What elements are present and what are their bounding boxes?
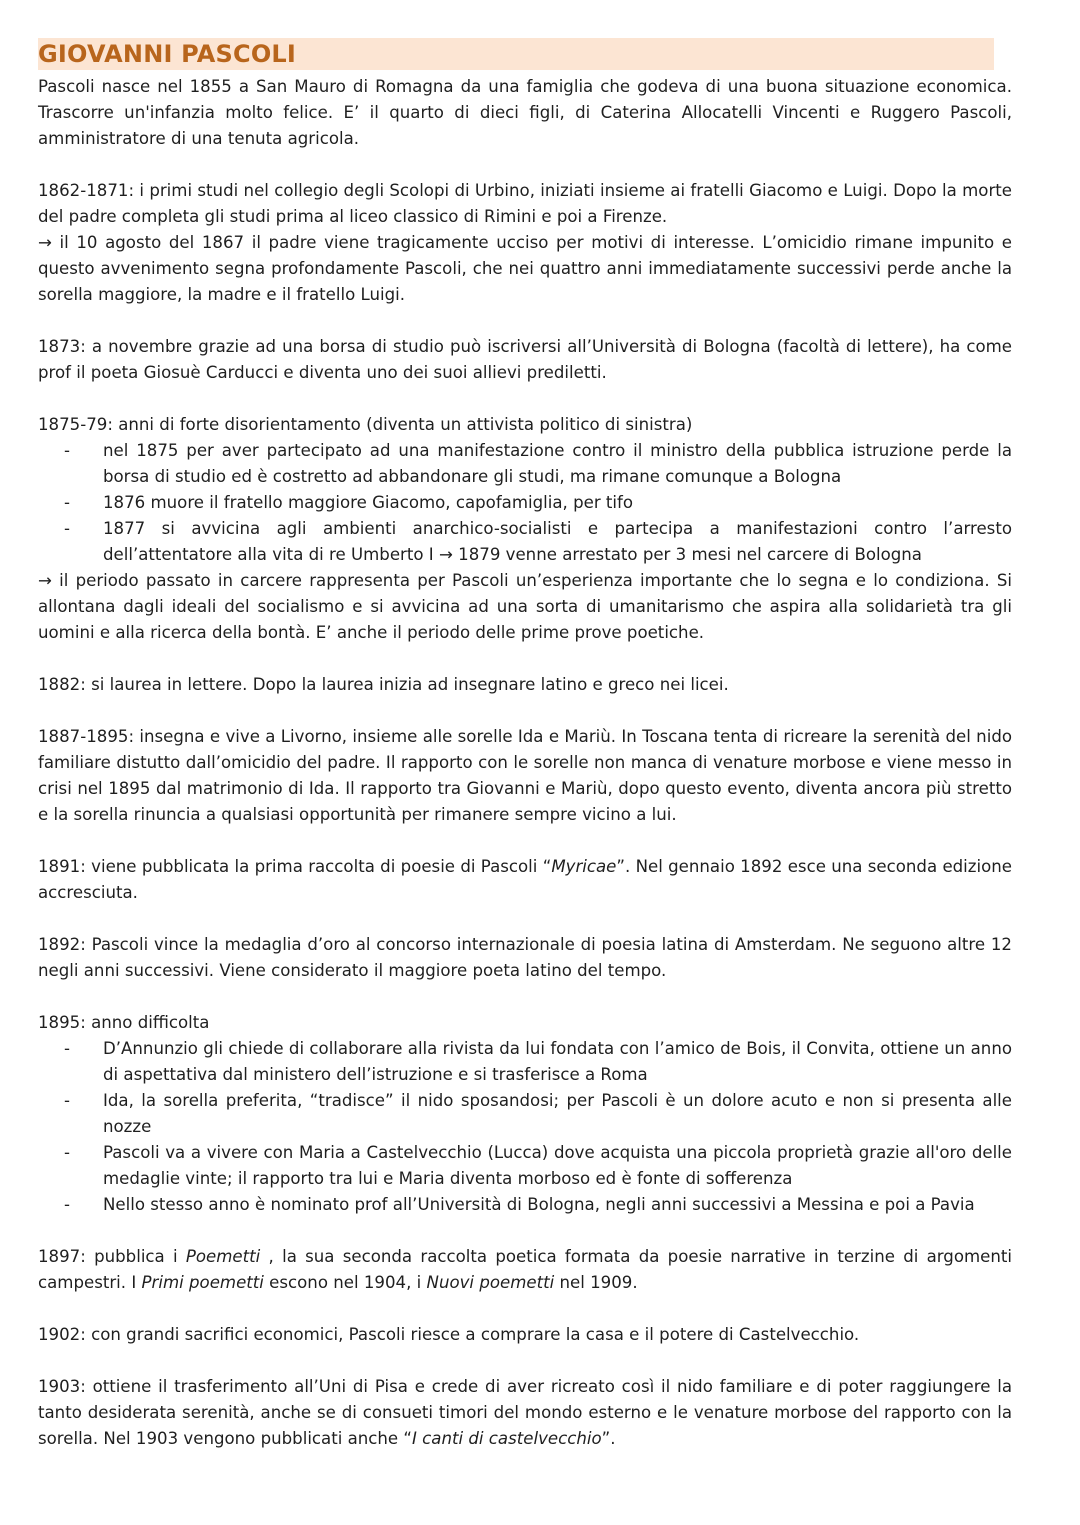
page-title: GIOVANNI PASCOLI (38, 40, 297, 68)
intro-paragraph: Pascoli nasce nel 1855 a San Mauro di Romagna da una famiglia che godeva di una buona situazione economica. Trascorre un'infanzia molto felice. E’ il quarto di dieci figli, di Caterina Allocatelli Vincenti e Ruggero Pascoli, amministratore di una tenuta agricola. (38, 77, 1012, 148)
list-item: - 1876 muore il fratello maggiore Giacomo, capofamiglia, per tifo (103, 490, 1012, 516)
text-segment: nel 1909. (554, 1273, 638, 1292)
paragraph-1897 (38, 1244, 1012, 1296)
list-item: - Ida, la sorella preferita, “tradisce” il nido sposandosi; per Pascoli è un dolore acuto e non si presenta alle nozze (103, 1088, 1012, 1140)
list-item: - D’Annunzio gli chiede di collaborare alla rivista da lui fondata con l’amico de Bois, il Convita, ottiene un anno di aspettativa dal ministero dell’istruzione e si trasferisce a Roma (103, 1036, 1012, 1088)
text-segment: 1897: pubblica i (38, 1247, 186, 1266)
text-segment: ”. (601, 1429, 616, 1448)
title-bar (38, 38, 994, 70)
list-item: - nel 1875 per aver partecipato ad una manifestazione contro il ministro della pubblica istruzione perde la borsa di studio ed è costretto ad abbandonare gli studi, ma rimane comunque a Bologna (103, 438, 1012, 490)
text-segment: 1903: ottiene il trasferimento all’Uni di Pisa e crede di aver ricreato così il nido familiare e di poter raggiungere la tanto desiderata serenità, anche se di consueti timori del mondo esterno e le venature morbose del rapporto con la sorella. Nel 1903 vengono pubblicati anche “ (38, 1377, 1012, 1448)
paragraph-1867-note: → il 10 agosto del 1867 il padre viene tragicamente ucciso per motivi di interesse. L’omicidio rimane impunito e questo avvenimento segna profondamente Pascoli, che nei quattro anni immediatamente successivi perde anche la sorella maggiore, la madre e il fratello Luigi. (38, 233, 1012, 304)
paragraph-1902: 1902: con grandi sacrifici economici, Pascoli riesce a comprare la casa e il potere di Castelvecchio. (38, 1325, 860, 1344)
paragraph-1891 (38, 854, 1012, 906)
paragraph-1873: 1873: a novembre grazie ad una borsa di studio può iscriversi all’Università di Bologna (facoltà di lettere), ha come prof il poeta Giosuè Carducci e diventa uno dei suoi allievi prediletti. (38, 337, 1012, 382)
paragraph-1879-note: → il periodo passato in carcere rappresenta per Pascoli un’esperienza importante che lo segna e lo condiziona. Si allontana dagli ideali del socialismo e si avvicina ad una sorta di umanitarismo che aspira alla solidarietà tra gli uomini e alla ricerca della bontà. E’ anche il periodo delle prime prove poetiche. (38, 571, 1012, 642)
text-segment: 1891: viene pubblicata la prima raccolta di poesie di Pascoli “ (38, 857, 552, 876)
text-segment: escono nel 1904, i (263, 1273, 427, 1292)
list-1875 (38, 438, 1012, 568)
spacer (38, 1218, 1012, 1244)
book-title-poemetti: Poemetti (185, 1247, 261, 1266)
paragraph-1882: 1882: si laurea in lettere. Dopo la laurea inizia ad insegnare latino e greco nei licei. (38, 675, 729, 694)
paragraph-1887: 1887-1895: insegna e vive a Livorno, insieme alle sorelle Ida e Mariù. In Toscana tenta di ricreare la serenità del nido familiare distutto dall’omicidio del padre. Il rapporto con le sorelle non manca di venature morbose e viene messo in crisi nel 1895 dal matrimonio di Ida. Il rapporto tra Giovanni e Mariù, dopo questo evento, diventa ancora più stretto e la sorella rinuncia a qualsiasi opportunità per rimanere sempre vicino a lui. (38, 727, 1012, 824)
book-title-primi-poemetti: Primi poemetti (141, 1273, 264, 1292)
book-title-canti-castelvecchio: I canti di castelvecchio (412, 1429, 602, 1448)
document-page (38, 38, 1012, 1452)
paragraph-1892: 1892: Pascoli vince la medaglia d’oro al concorso internazionale di poesia latina di Amsterdam. Ne seguono altre 12 negli anni successivi. Viene considerato il maggiore poeta latino del tempo. (38, 935, 1012, 980)
book-title-nuovi-poemetti: Nuovi poemetti (426, 1273, 555, 1292)
text-segment: ”. Nel gennaio 1892 esce una seconda edizione accresciuta. (38, 857, 1012, 902)
heading-1895: 1895: anno difficolta (38, 1013, 210, 1032)
list-item: - Nello stesso anno è nominato prof all’Università di Bologna, negli anni successivi a Messina e poi a Pavia (103, 1192, 1012, 1218)
list-1895 (38, 1036, 1012, 1218)
list-item: - 1877 si avvicina agli ambienti anarchico-socialisti e partecipa a manifestazioni contro l’arresto dell’attentatore alla vita di re Umberto I → 1879 venne arrestato per 3 mesi nel carcere di Bologna (103, 516, 1012, 568)
list-item: - Pascoli va a vivere con Maria a Castelvecchio (Lucca) dove acquista una piccola proprietà grazie all'oro delle medaglie vinte; il rapporto tra lui e Maria diventa morboso ed è fonte di sofferenza (103, 1140, 1012, 1192)
paragraph-1903 (38, 1374, 1012, 1452)
heading-1875: 1875-79: anni di forte disorientamento (diventa un attivista politico di sinistra) (38, 415, 693, 434)
paragraph-1862: 1862-1871: i primi studi nel collegio degli Scolopi di Urbino, iniziati insieme ai fratelli Giacomo e Luigi. Dopo la morte del padre completa gli studi prima al liceo classico di Rimini e poi a Firenze. (38, 181, 1012, 226)
text-segment: , la sua seconda raccolta poetica formata da poesie narrative in terzine di argomenti campestri. I (38, 1247, 1012, 1292)
book-title-myricae: Myricae (551, 857, 617, 876)
